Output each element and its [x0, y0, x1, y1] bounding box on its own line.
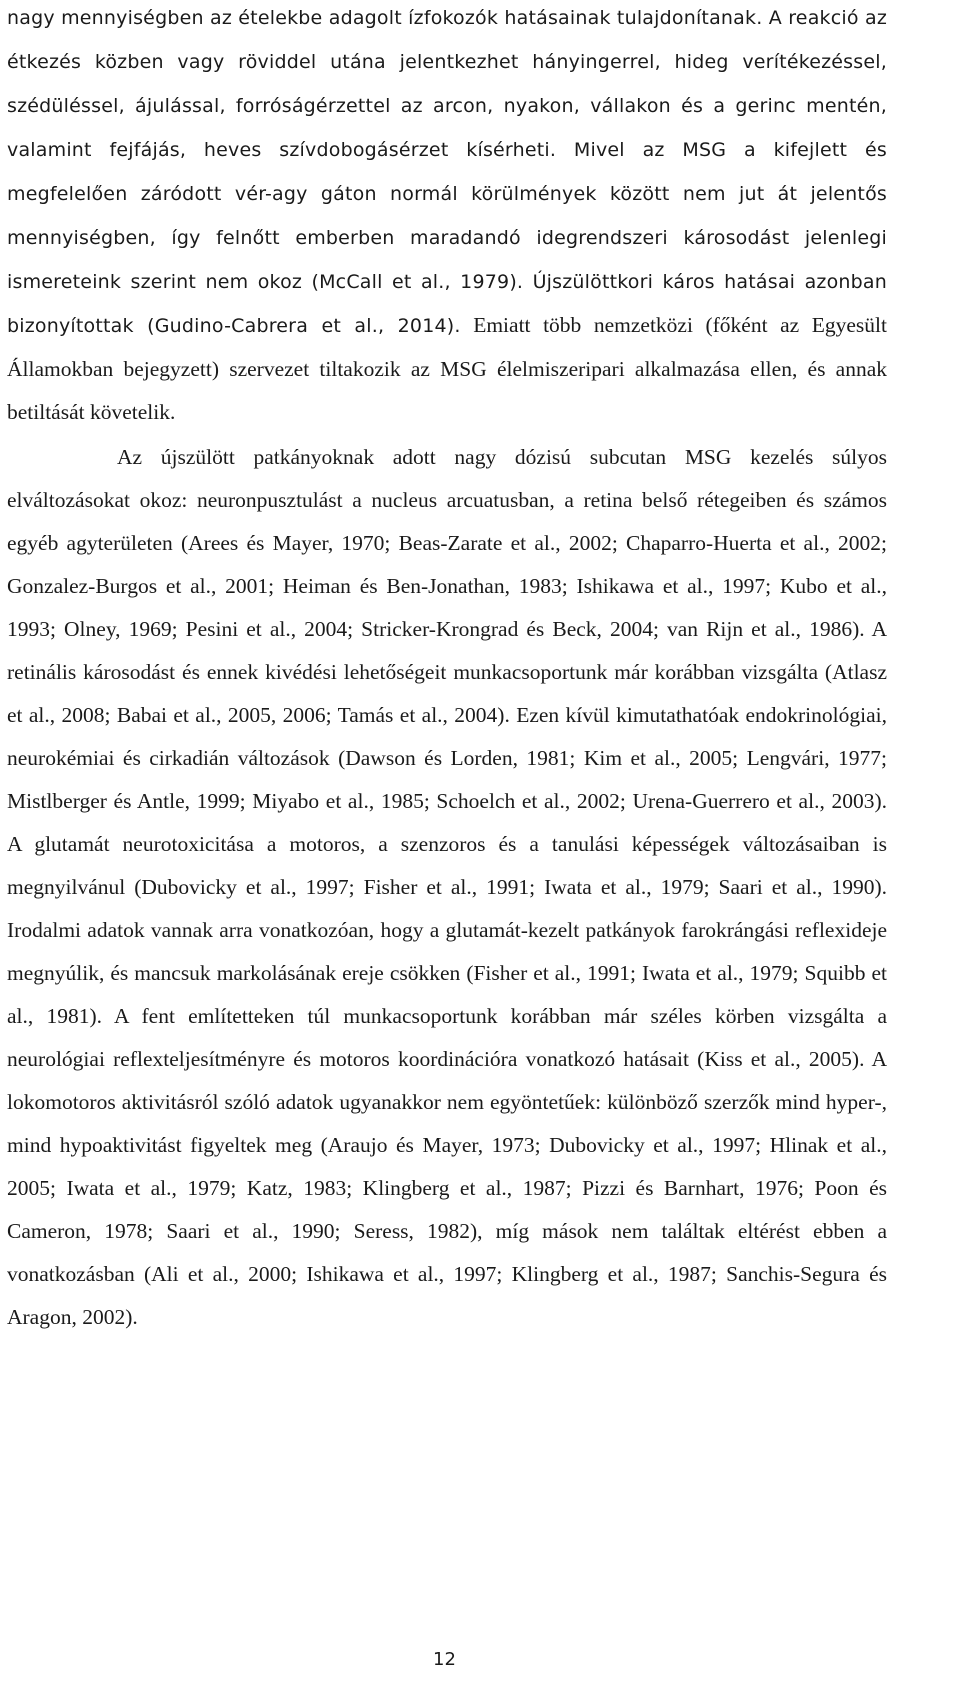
paragraph-1-sans-text: nagy mennyiségben az ételekbe adagolt ízfokozók hatásainak tulajdonítanak. A reakció az étkezés közben vagy röviddel utána jelentkezhet hányingerrel, hideg verítékezéssel, szédüléssel, ájulással, forróságérzettel az arcon, nyakon, vállakon és a gerinc mentén, valamint fejfájás, heves szívdobogásérzet kísérheti. Mivel az MSG a kifejlett és megfelelően záródott vér-agy gáton normál körülmények között nem jut át jelentős mennyiségben, így felnőtt emberben maradandó idegrendszeri károsodást jelenlegi ismereteink szerint nem okoz (McCall et al., 1979). Újszülöttkori káros hatásai azonban bizonyítottak (Gudino-Cabrera et al., 2014).	[7, 7, 887, 337]
paragraph-2: Az újszülött patkányoknak adott nagy dózisú subcutan MSG kezelés súlyos elváltozásokat okoz: neuronpusztulást a nucleus arcuatusban, a retina belső rétegeiben és számos egyéb agyterületen (Arees és Mayer, 1970; Beas-Zarate et al., 2002; Chaparro-Huerta et al., 2002; Gonzalez-Burgos et al., 2001; Heiman és Ben-Jonathan, 1983; Ishikawa et al., 1997; Kubo et al., 1993; Olney, 1969; Pesini et al., 2004; Stricker-Krongrad és Beck, 2004; van Rijn et al., 1986). A retinális károsodást és ennek kivédési lehetőségeit munkacsoportunk már korábban vizsgálta (Atlasz et al., 2008; Babai et al., 2005, 2006; Tamás et al., 2004). Ezen kívül kimutathatóak endokrinológiai, neurokémiai és cirkadián változások (Dawson és Lorden, 1981; Kim et al., 2005; Lengvári, 1977; Mistlberger és Antle, 1999; Miyabo et al., 1985; Schoelch et al., 2002; Urena-Guerrero et al., 2003). A glutamát neurotoxicitása a motoros, a szenzoros és a tanulási képességek változásaiban is megnyilvánul (Dubovicky et al., 1997; Fisher et al., 1991; Iwata et al., 1979; Saari et al., 1990). Irodalmi adatok vannak arra vonatkozóan, hogy a glutamát-kezelt patkányok farokrángási reflexideje megnyúlik, és mancsuk markolásának ereje csökken (Fisher et al., 1991; Iwata et al., 1979; Squibb et al., 1981). A fent említetteken túl munkacsoportunk korábban már széles körben vizsgálta a neurológiai reflexteljesítményre és motoros koordinációra vonatkozó hatásait (Kiss et al., 2005). A lokomotoros aktivitásról szóló adatok ugyanakkor nem egyöntetűek: különböző szerzők mind hyper-, mind hypoaktivitást figyeltek meg (Araujo és Mayer, 1973; Dubovicky et al., 1997; Hlinak et al., 2005; Iwata et al., 1979; Katz, 1983; Klingberg et al., 1987; Pizzi és Barnhart, 1976; Poon és Cameron, 1978; Saari et al., 1990; Seress, 1982), míg mások nem találtak eltérést ebben a vonatkozásban (Ali et al., 2000; Ishikawa et al., 1997; Klingberg et al., 1987; Sanchis-Segura és Aragon, 2002).	[7, 445, 887, 1329]
page-number: 12	[433, 1649, 456, 1670]
paragraph-1-serif-text: Emiatt több nemzetközi (főként az Egyesült Államokban bejegyzett) szervezet tiltakozik az MSG élelmiszeripari alkalmazása ellen, és annak betiltását követelik.	[7, 313, 887, 424]
paragraph-1	[7, 0, 887, 434]
